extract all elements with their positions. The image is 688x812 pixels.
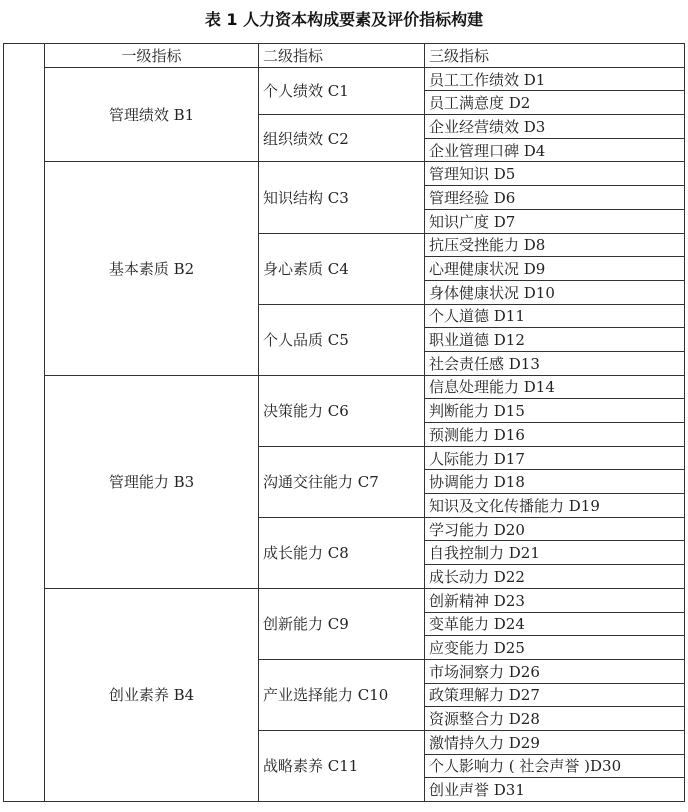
level3-cell: 判断能力 D15 (425, 399, 685, 423)
level3-cell: 创业声誉 D31 (425, 778, 685, 802)
level3-cell: 创新精神 D23 (425, 588, 685, 612)
level1-cell: 创业素养 B4 (45, 588, 259, 801)
level2-cell: 决策能力 C6 (259, 375, 425, 446)
table-header-row (4, 44, 685, 68)
level3-cell: 信息处理能力 D14 (425, 375, 685, 399)
header-level-2: 二级指标 (259, 44, 425, 68)
level2-cell: 沟通交往能力 C7 (259, 446, 425, 517)
level3-cell: 自我控制力 D21 (425, 541, 685, 565)
table-row (4, 588, 685, 612)
level3-cell: 企业管理口碑 D4 (425, 138, 685, 162)
level3-cell: 政策理解力 D27 (425, 683, 685, 707)
level3-cell: 抗压受挫能力 D8 (425, 233, 685, 257)
level2-cell: 产业选择能力 C10 (259, 659, 425, 730)
level3-cell: 社会责任感 D13 (425, 351, 685, 375)
header-level-3: 三级指标 (425, 44, 685, 68)
level3-cell: 学习能力 D20 (425, 517, 685, 541)
indicator-table (3, 43, 685, 802)
level3-cell: 资源整合力 D28 (425, 707, 685, 731)
level3-cell: 管理知识 D5 (425, 162, 685, 186)
level3-cell: 身体健康状况 D10 (425, 280, 685, 304)
level1-cell: 基本素质 B2 (45, 162, 259, 375)
level2-cell: 知识结构 C3 (259, 162, 425, 233)
level3-cell: 职业道德 D12 (425, 328, 685, 352)
level3-cell: 成长动力 D22 (425, 565, 685, 589)
level3-cell: 员工满意度 D2 (425, 91, 685, 115)
level3-cell: 知识广度 D7 (425, 209, 685, 233)
table-row (4, 162, 685, 186)
level2-cell: 创新能力 C9 (259, 588, 425, 659)
level3-cell: 激情持久力 D29 (425, 730, 685, 754)
level2-cell: 个人品质 C5 (259, 304, 425, 375)
level1-cell: 管理绩效 B1 (45, 67, 259, 162)
table-title: 表 1 人力资本构成要素及评价指标构建 (204, 10, 484, 29)
level3-cell: 员工工作绩效 D1 (425, 67, 685, 91)
level3-cell: 预测能力 D16 (425, 423, 685, 447)
header-level-1: 一级指标 (45, 44, 259, 68)
level3-cell: 企业经营绩效 D3 (425, 115, 685, 139)
table-row (4, 375, 685, 399)
level3-cell: 变革能力 D24 (425, 612, 685, 636)
level2-cell: 成长能力 C8 (259, 517, 425, 588)
level2-cell: 组织绩效 C2 (259, 115, 425, 162)
table-row (4, 67, 685, 91)
level3-cell: 知识及文化传播能力 D19 (425, 494, 685, 518)
level2-cell: 身心素质 C4 (259, 233, 425, 304)
blank-left-column (4, 44, 45, 802)
level2-cell: 战略素养 C11 (259, 730, 425, 801)
level3-cell: 应变能力 D25 (425, 636, 685, 660)
level1-cell: 管理能力 B3 (45, 375, 259, 588)
level3-cell: 市场洞察力 D26 (425, 659, 685, 683)
level3-cell: 个人道德 D11 (425, 304, 685, 328)
level2-cell: 个人绩效 C1 (259, 67, 425, 114)
level3-cell: 个人影响力 ( 社会声誉 )D30 (425, 754, 685, 778)
level3-cell: 人际能力 D17 (425, 446, 685, 470)
level3-cell: 心理健康状况 D9 (425, 257, 685, 281)
level3-cell: 协调能力 D18 (425, 470, 685, 494)
level3-cell: 管理经验 D6 (425, 186, 685, 210)
